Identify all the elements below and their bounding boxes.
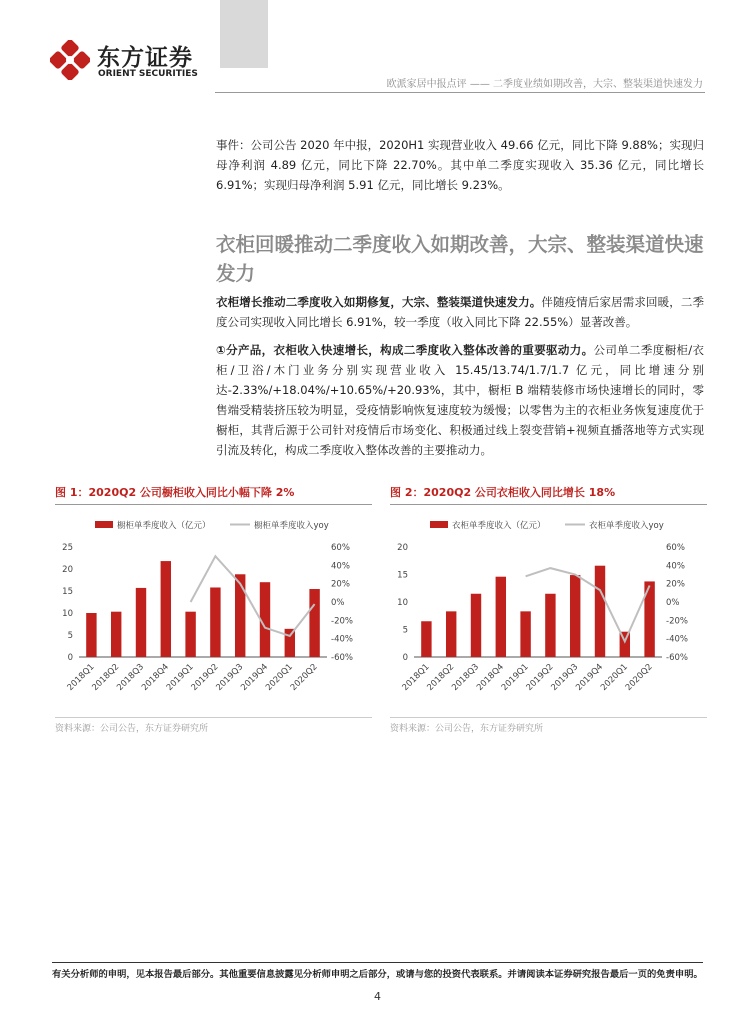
y-right-tick-label: 60% (331, 543, 350, 553)
y-right-tick-label: 40% (666, 561, 685, 572)
paragraph-2-lead: ①分产品，衣柜收入快速增长，构成二季度收入整体改善的重要驱动力。 (216, 343, 594, 357)
y-right-tick-label: 60% (666, 543, 685, 553)
bar (595, 566, 605, 657)
x-tick-label: 2018Q3 (115, 662, 147, 693)
x-tick-label: 2019Q1 (164, 662, 196, 693)
bar (421, 621, 431, 657)
x-tick-label: 2020Q1 (598, 662, 630, 693)
paragraph-1-lead: 衣柜增长推动二季度收入如期修复，大宗、整装渠道快速发力。 (216, 295, 542, 309)
paragraph-1-text: 伴随疫情后家居需求回暖，二季度公司实现收入同比增长 6.91%，较一季度（收入同比下降 22.55%）显著改善。 (216, 295, 705, 329)
footer-disclaimer: 有关分析师的申明，见本报告最后部分。其他重要信息披露见分析师申明之后部分，或请与您的投资代表联系。并请阅读本证券研究报告最后一页的免责申明。 (52, 969, 703, 980)
y-right-tick-label: 20% (666, 579, 685, 590)
bar (285, 629, 295, 657)
y-right-tick-label: -40% (666, 634, 688, 645)
figure-1-source-rule (55, 717, 372, 718)
logo (50, 38, 210, 82)
x-tick-label: 2019Q3 (549, 662, 581, 693)
report-subtitle: 欧派家居中报点评 —— 二季度业绩如期改善，大宗、整装渠道快速发力 (386, 79, 703, 90)
bar (309, 589, 319, 657)
bar (86, 613, 96, 657)
x-tick-label: 2019Q1 (499, 662, 531, 693)
figure-1-chart (55, 507, 372, 712)
y-right-tick-label: 0% (666, 598, 680, 608)
figure-1-source: 资料来源：公司公告，东方证券研究所 (55, 724, 209, 734)
x-tick-label: 2019Q4 (239, 662, 271, 693)
y-left-tick-label: 10 (397, 598, 408, 608)
x-tick-label: 2020Q1 (263, 662, 295, 693)
bar (446, 611, 456, 657)
y-left-tick-label: 10 (62, 609, 73, 619)
x-tick-label: 2018Q2 (425, 662, 457, 693)
x-tick-label: 2018Q1 (65, 662, 97, 693)
x-tick-label: 2018Q2 (90, 662, 122, 693)
x-tick-label: 2018Q4 (139, 662, 171, 693)
bar (496, 577, 506, 657)
x-tick-label: 2019Q2 (189, 662, 221, 693)
bar (161, 561, 171, 657)
x-tick-label: 2019Q2 (524, 662, 556, 693)
figure-2-chart (390, 507, 707, 712)
footer-divider (52, 962, 703, 963)
bar (111, 612, 121, 657)
x-tick-label: 2019Q3 (214, 662, 246, 693)
bar (185, 612, 195, 657)
y-left-tick-label: 0 (67, 653, 73, 663)
x-tick-label: 2018Q4 (474, 662, 506, 693)
y-right-tick-label: -40% (331, 634, 353, 645)
bar (520, 611, 530, 657)
y-left-tick-label: 5 (67, 631, 73, 641)
legend-label-line: 橱柜单季度收入yoy (254, 521, 329, 531)
x-tick-label: 2019Q4 (574, 662, 606, 693)
y-right-tick-label: -20% (666, 616, 688, 627)
legend-label-bar: 衣柜单季度收入（亿元） (452, 521, 546, 531)
figure-2-title-rule (390, 504, 707, 505)
x-tick-label: 2018Q3 (450, 662, 482, 693)
bar (545, 594, 555, 657)
y-left-tick-label: 20 (62, 565, 73, 575)
legend-label-line: 衣柜单季度收入yoy (589, 521, 664, 531)
paragraph-2-text: 公司单二季度橱柜/衣柜/卫浴/木门业务分别实现营业收入 15.45/13.74/1.7/1.7 亿元，同比增速分别达-2.33%/+18.04%/+10.65%/+20.93%，其中，橱柜 B 端精装修市场快速增长的同时，零售端受精装挤压较为明显，受疫情影响恢复速度较为缓慢；以零售为主的衣柜业务恢复速度优于橱柜，其背后源于公司针对疫情后市场变化、积极通过线上裂变营销+视频直播落地等方式实现引流及转化，构成二季度收入整体改善的主要推动力。 (216, 343, 705, 457)
figure-2-source-rule (390, 717, 707, 718)
yoy-series-line (191, 556, 315, 636)
y-left-tick-label: 15 (397, 570, 408, 581)
y-right-tick-label: -60% (666, 653, 688, 663)
y-left-tick-label: 20 (397, 543, 408, 553)
figure-1-title-rule (55, 504, 372, 505)
bar (136, 588, 146, 657)
y-left-tick-label: 0 (402, 653, 408, 663)
header-divider (215, 92, 705, 93)
figure-1 (55, 485, 372, 734)
y-right-tick-label: -20% (331, 616, 353, 627)
logo-chinese-name: 东方证券 (97, 45, 193, 71)
legend-swatch-bar (95, 521, 113, 528)
figure-2 (390, 485, 707, 734)
page-number: 4 (374, 990, 381, 1003)
y-left-tick-label: 5 (402, 625, 408, 636)
paragraph-2 (216, 340, 704, 460)
y-right-tick-label: -60% (331, 653, 353, 663)
orient-logo-icon (50, 40, 90, 80)
header-grey-block (220, 0, 268, 68)
x-tick-label: 2018Q1 (400, 662, 432, 693)
bar (471, 594, 481, 657)
legend-label-bar: 橱柜单季度收入（亿元） (117, 521, 211, 531)
bar (570, 575, 580, 657)
figure-2-title: 图 2：2020Q2 公司衣柜收入同比增长 18% (390, 486, 616, 499)
figure-1-title: 图 1：2020Q2 公司橱柜收入同比小幅下降 2% (55, 486, 295, 499)
legend-swatch-bar (430, 521, 448, 528)
bar (210, 587, 220, 657)
yoy-series-line (526, 568, 650, 641)
logo-english-name: ORIENT SECURITIES (98, 69, 198, 79)
y-left-tick-label: 25 (62, 543, 73, 553)
figure-2-source: 资料来源：公司公告，东方证券研究所 (390, 724, 544, 734)
paragraph-1 (216, 292, 704, 332)
x-tick-label: 2020Q2 (288, 662, 320, 693)
y-right-tick-label: 40% (331, 561, 350, 572)
bar (235, 574, 245, 657)
y-left-tick-label: 15 (62, 587, 73, 597)
event-paragraph: 事件：公司公告 2020 年中报，2020H1 实现营业收入 49.66 亿元，同比下降 9.88%；实现归母净利润 4.89 亿元，同比下降 22.70%。其中单二季度实现收入 35.36 亿元，同比增长 6.91%；实现归母净利润 5.91 亿元，同比增长 9.23%。 (216, 138, 704, 192)
y-right-tick-label: 0% (331, 598, 345, 608)
y-right-tick-label: 20% (331, 579, 350, 590)
section-heading: 衣柜回暖推动二季度收入如期改善，大宗、整装渠道快速发力 (216, 233, 704, 285)
x-tick-label: 2020Q2 (623, 662, 655, 693)
